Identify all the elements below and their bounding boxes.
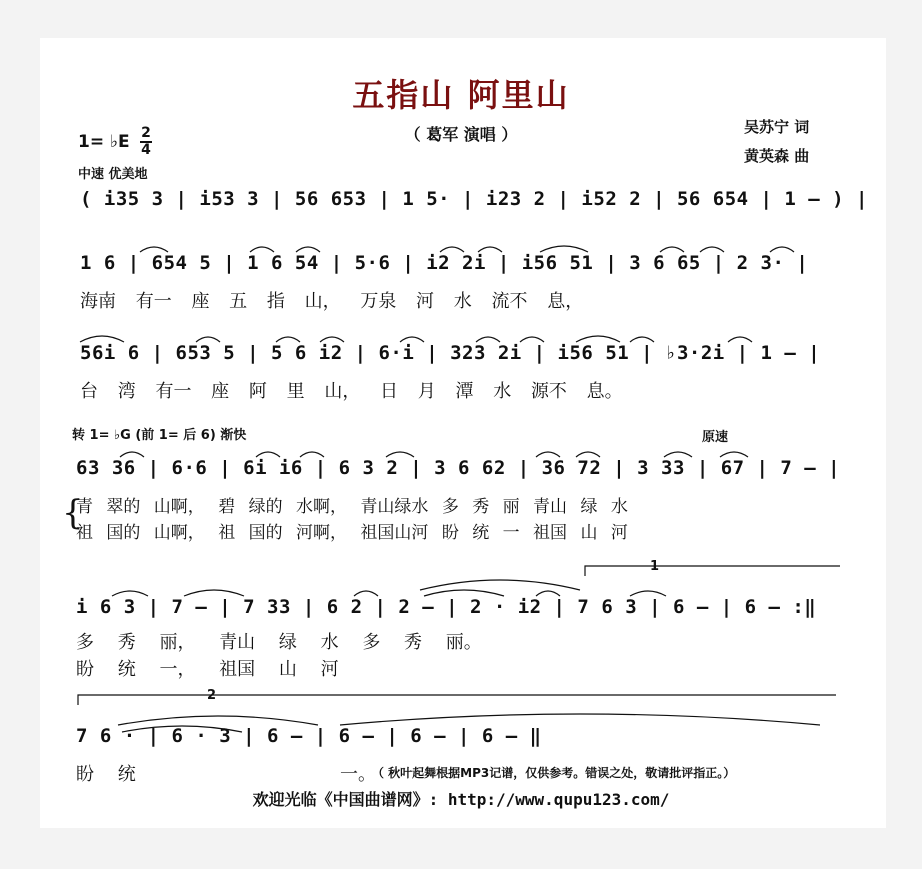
lyrics-line-3: 台 湾 有一 座 阿 里 山， 日 月 潭 水 源不 息。 <box>80 381 623 402</box>
notation-line-4: 63 36 | 6·6 | 6i i6 | 6 3 2 | 3 6 62 | 36 72 | 3 33 | 67 | 7 – | <box>76 457 841 479</box>
time-signature-bottom: 4 <box>141 142 151 158</box>
notation-line-1: ( i35 3 | i53 3 | 56 653 | 1 5· | i23 2 | i52 2 | 56 654 | 1 – ) | <box>80 188 868 210</box>
notation-line-2: 1 6 | 654 5 | 1 6 54 | 5·6 | i2 2i | i56 51 | 3 6 65 | 2 3· | <box>80 252 809 274</box>
notation-line-5: i 6 3 | 7 – | 7 33 | 6 2 | 2 – | 2 · i2 | 7 6 3 | 6 – | 6 – :‖ <box>76 596 817 618</box>
lyrics-line-5-verse-2: 盼 统 一， 祖国 山 河 <box>76 659 339 680</box>
lyrics-line-5-verse-1: 多 秀 丽， 青山 绿 水 多 秀 丽。 <box>76 632 482 653</box>
performer-credit: （ 葛军 演唱 ） <box>404 125 518 144</box>
lyrics-line-6-end: 一。 <box>340 764 376 785</box>
notation-line-3: 56i 6 | 653 5 | 5 6 i2 | 6·i | 323 2i | i56 51 | ♭3·2i | 1 – | <box>80 342 821 364</box>
lyrics-line-4-verse-2: 祖 国的 山啊， 祖 国的 河啊， 祖国山河 盼 统 一 祖国 山 河 <box>76 523 628 543</box>
lyrics-line-2: 海南 有一 座 五 指 山， 万泉 河 水 流不 息， <box>80 291 584 312</box>
notation-line-6: 7 6 · | 6 · 3 | 6 – | 6 – | 6 – | 6 – ‖ <box>76 725 542 747</box>
original-tempo-marking: 原速 <box>702 430 729 445</box>
lyricist-credit: 吴苏宁 词 <box>744 118 810 136</box>
modulation-marking: 转 1= ♭G (前 1= 后 6) 渐快 <box>72 428 247 443</box>
repeat-brace: { <box>62 493 84 533</box>
time-signature-top: 2 <box>141 125 151 141</box>
tempo-marking: 中速 优美地 <box>78 167 148 182</box>
lyrics-line-6: 盼 统 <box>76 764 136 785</box>
volta-2-label: 2 <box>207 688 217 703</box>
transcription-note: （ 秋叶起舞根据MP3记谱，仅供参考。错误之处，敬请批评指正。） <box>372 766 736 780</box>
key-signature: 1= ♭E <box>78 132 130 152</box>
volta-1-label: 1 <box>650 559 660 574</box>
song-title: 五指山 阿里山 <box>352 76 570 114</box>
lyrics-line-4-verse-1: 青 翠的 山啊， 碧 绿的 水啊， 青山绿水 多 秀 丽 青山 绿 水 <box>76 497 628 517</box>
composer-credit: 黄英森 曲 <box>744 147 810 165</box>
site-footer: 欢迎光临《中国曲谱网》: http://www.qupu123.com/ <box>252 790 670 809</box>
time-signature <box>140 126 152 158</box>
